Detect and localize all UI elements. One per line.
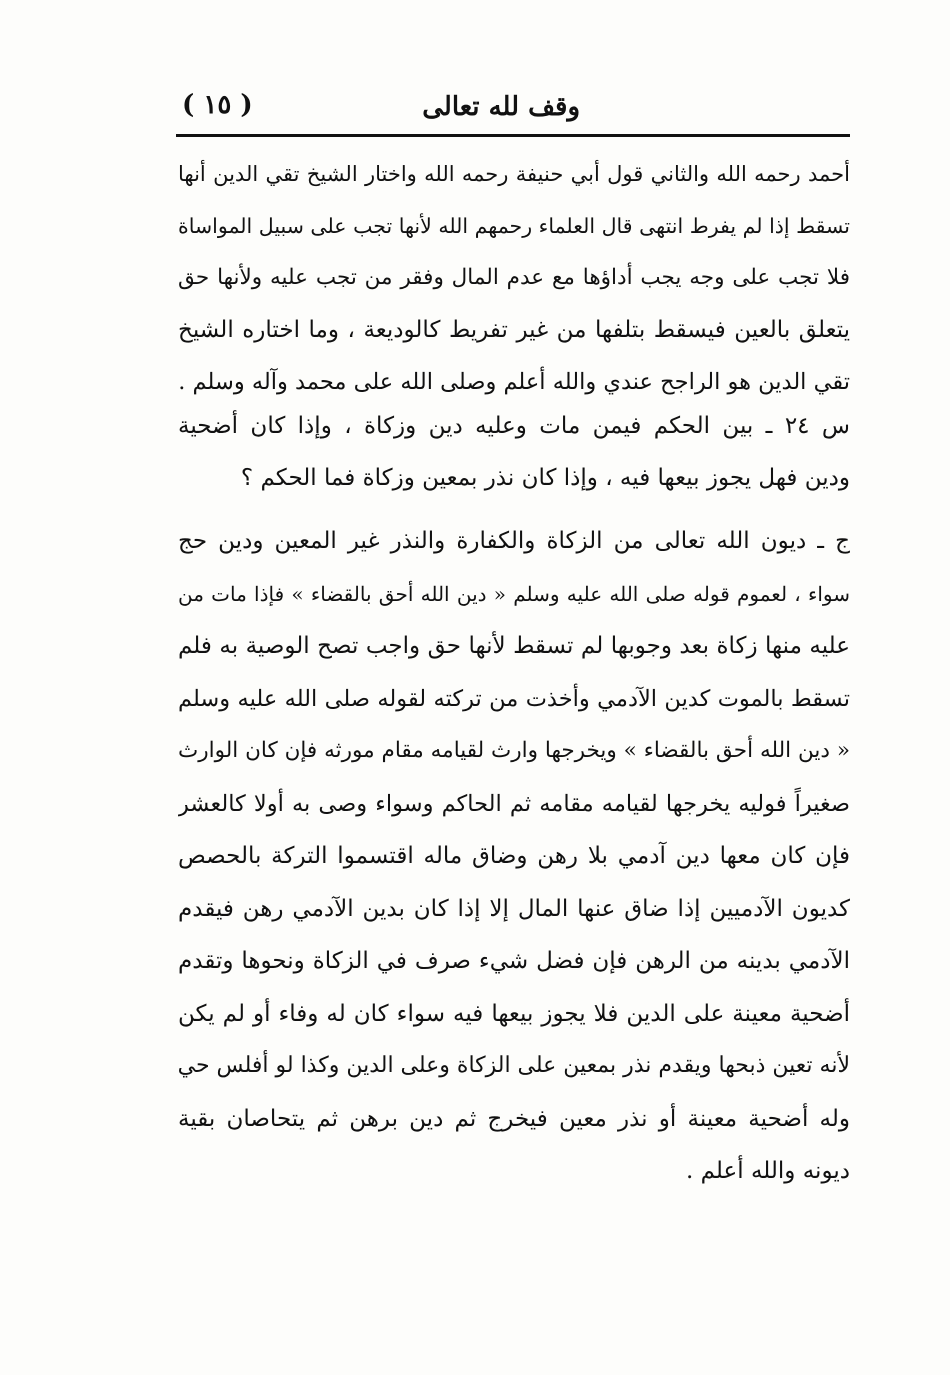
text-line: س ٢٤ ـ بين الحكم فيمن مات وعليه دين وزكاة ، وإذا كان أضحية <box>178 413 850 439</box>
page-number: ( ١٥ ) <box>182 90 253 120</box>
text-line: ج ـ ديون الله تعالى من الزكاة والكفارة والنذر غير المعين ودين حج <box>178 528 850 554</box>
text-line: سواء ، لعموم قوله صلى الله عليه وسلم « دين الله أحق بالقضاء » فإذا مات من <box>178 581 850 606</box>
question-paragraph <box>178 400 850 504</box>
text-line: أحمد رحمه الله والثاني قول أبي حنيفة رحمه الله واختار الشيخ تقي الدين أنها <box>178 162 850 186</box>
text-line: صغيراً فوليه يخرجها لقيامه مقامه ثم الحاكم وسواء وصى به أولا كالعشر <box>178 790 850 817</box>
paragraph-continuation <box>178 148 850 408</box>
text-line: تقي الدين هو الراجح عندي والله أعلم وصلى الله على محمد وآله وسلم . <box>178 369 850 395</box>
text-line: « دين الله أحق بالقضاء » ويخرجها وارث لقيامه مقام مورثه فإن كان الوارث <box>178 738 850 763</box>
text-line: يتعلق بالعين فيسقط بتلفها من غير تفريط كالوديعة ، وما اختاره الشيخ <box>178 317 850 343</box>
text-line: وله أضحية معينة أو نذر معين فيخرج ثم دين برهن ثم يتحاصان بقية <box>178 1105 850 1132</box>
text-line: تسقط إذا لم يفرط انتهى قال العلماء رحمهم الله لأنها تجب على سبيل المواساة <box>178 214 850 238</box>
text-line: كديون الآدميين إذا ضاق عنها المال إلا إذا كان بدين الآدمي رهن فيقدم <box>178 895 850 922</box>
text-line: ودين فهل يجوز بيعها فيه ، وإذا كان نذر بمعين وزكاة فما الحكم ؟ <box>240 465 850 491</box>
text-line: فلا تجب على وجه يجب أداؤها مع عدم المال وفقر من تجب عليه ولأنها حق <box>178 265 850 290</box>
header-divider <box>176 134 850 137</box>
text-line: الآدمي بدينه من الرهن فإن فضل شيء صرف في الزكاة ونحوها وتقدم <box>178 948 850 974</box>
text-line: لأنه تعين ذبحها ويقدم نذر بمعين على الزكاة وعلى الدين وكذا لو أفلس حي <box>178 1053 850 1078</box>
text-line: أضحية معينة على الدين فلا يجوز بيعها فيه سواء كان له وفاء أو لم يكن <box>178 1000 850 1027</box>
text-line: عليه منها زكاة بعد وجوبها لم تسقط لأنها حق واجب تصح الوصية به فلم <box>178 633 850 659</box>
text-line: تسقط بالموت كدين الآدمي وأخذت من تركته لقوله صلى الله عليه وسلم <box>178 685 850 712</box>
answer-paragraph <box>178 515 850 1198</box>
text-line: فإن كان معها دين آدمي بلا رهن وضاق ماله اقتسموا التركة بالحصص <box>178 843 850 869</box>
page-header <box>178 86 850 136</box>
text-line: ديونه والله أعلم . <box>686 1158 850 1184</box>
running-title: وقف لله تعالى <box>422 92 580 122</box>
